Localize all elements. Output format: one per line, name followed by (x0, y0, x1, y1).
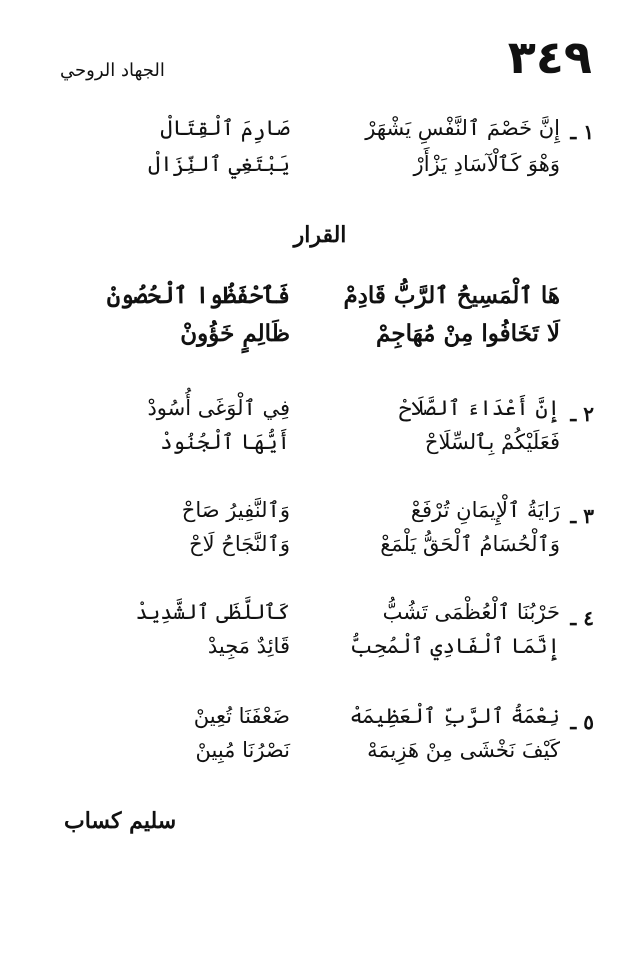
verse-first-hemistich: حَرْبُنَا ٱلْعُظْمَى تَشُبُّ (382, 600, 560, 624)
verse-first-hemistich: رَايَةُ ٱلْإِيمَانِ تُرْفَعْ (410, 498, 560, 522)
verse-second-hemistich: صَارِمَ ٱلْقِتَالْ (160, 116, 290, 140)
stanza-number: ٥ ـ (570, 710, 594, 734)
stanza-number: ٢ ـ (570, 402, 594, 426)
verse-second-hemistich: أَيُّهَا ٱلْجُنُودْ (160, 430, 290, 454)
chorus-first-hemistich: لَا تَخَافُوا مِنْ مُهَاجِمْ (376, 320, 560, 347)
verse-line (40, 532, 560, 572)
verse-second-hemistich: يَبْتَغِي ٱلنِّزَالْ (147, 152, 290, 176)
stanza-number: ٣ ـ (570, 504, 594, 528)
chorus-second-hemistich: فَٱحْفَظُوا ٱلْحُصُونْ (106, 282, 290, 309)
verse-second-hemistich: نَصْرُنَا مُبِينْ (195, 738, 290, 762)
verse-second-hemistich: كَٱللَّظَى ٱلشَّدِيدْ (135, 600, 290, 624)
stanza-4 (40, 596, 600, 676)
verse-first-hemistich: إِنَّ خَصْمَ ٱلنَّفْسِ يَشْهَرْ (365, 116, 560, 140)
verse-first-hemistich: كَيْفَ نَخْشَى مِنْ هَزِيمَهْ (367, 738, 560, 762)
verse-first-hemistich: إِنَّمَا ٱلْفَادِي ٱلْمُحِبُّ (349, 634, 560, 658)
verse-second-hemistich: وَٱلنَّجَاحُ لَاحْ (189, 532, 290, 556)
verse-first-hemistich: وَٱلْحُسَامُ ٱلْحَقُّ يَلْمَعْ (380, 532, 560, 556)
stanza-1 (40, 110, 600, 190)
verse-second-hemistich: قَائِدٌ مَجِيدْ (207, 634, 290, 658)
verse-second-hemistich: وَٱلنَّفِيرُ صَاحْ (181, 498, 290, 522)
stanza-number: ١ ـ (570, 120, 594, 144)
verse-line (40, 738, 560, 778)
stanza-2 (40, 392, 600, 472)
stanza-5 (40, 700, 600, 780)
page-number: ٣٤٩ (507, 30, 592, 84)
chorus-second-hemistich: ظَالِمٍ خَؤُونْ (180, 320, 290, 347)
verse-line (40, 634, 560, 674)
verse-second-hemistich: ضَعْفَنَا تُعِينْ (193, 704, 290, 728)
stanza-number: ٤ ـ (570, 606, 594, 630)
chorus-line (40, 282, 560, 322)
author-name: سليم كساب (64, 808, 177, 834)
verse-line (40, 152, 560, 192)
verse-line (40, 430, 560, 470)
verse-second-hemistich: فِي ٱلْوَغَى أُسُودْ (147, 396, 290, 420)
chorus-title: القرار (293, 222, 347, 248)
verse-first-hemistich: فَعَلَيْكُمْ بِٱلسِّلَاحْ (424, 430, 560, 454)
chorus-line (40, 320, 560, 360)
verse-first-hemistich: نِعْمَةُ ٱلرَّبِّ ٱلْعَظِيمَهْ (349, 704, 560, 728)
verse-first-hemistich: وَهْوَ كَٱلْآسَادِ يَزْأَرْ (413, 152, 560, 176)
book-title: الجهاد الروحي (60, 60, 165, 81)
chorus (40, 282, 600, 362)
verse-line (40, 116, 560, 156)
stanza-3 (40, 494, 600, 574)
chorus-first-hemistich: هَا ٱلْمَسِيحُ ٱلرَّبُّ قَادِمْ (343, 282, 560, 309)
verse-first-hemistich: إِنَّ أَعْدَاءَ ٱلصَّلَاحْ (398, 396, 560, 420)
